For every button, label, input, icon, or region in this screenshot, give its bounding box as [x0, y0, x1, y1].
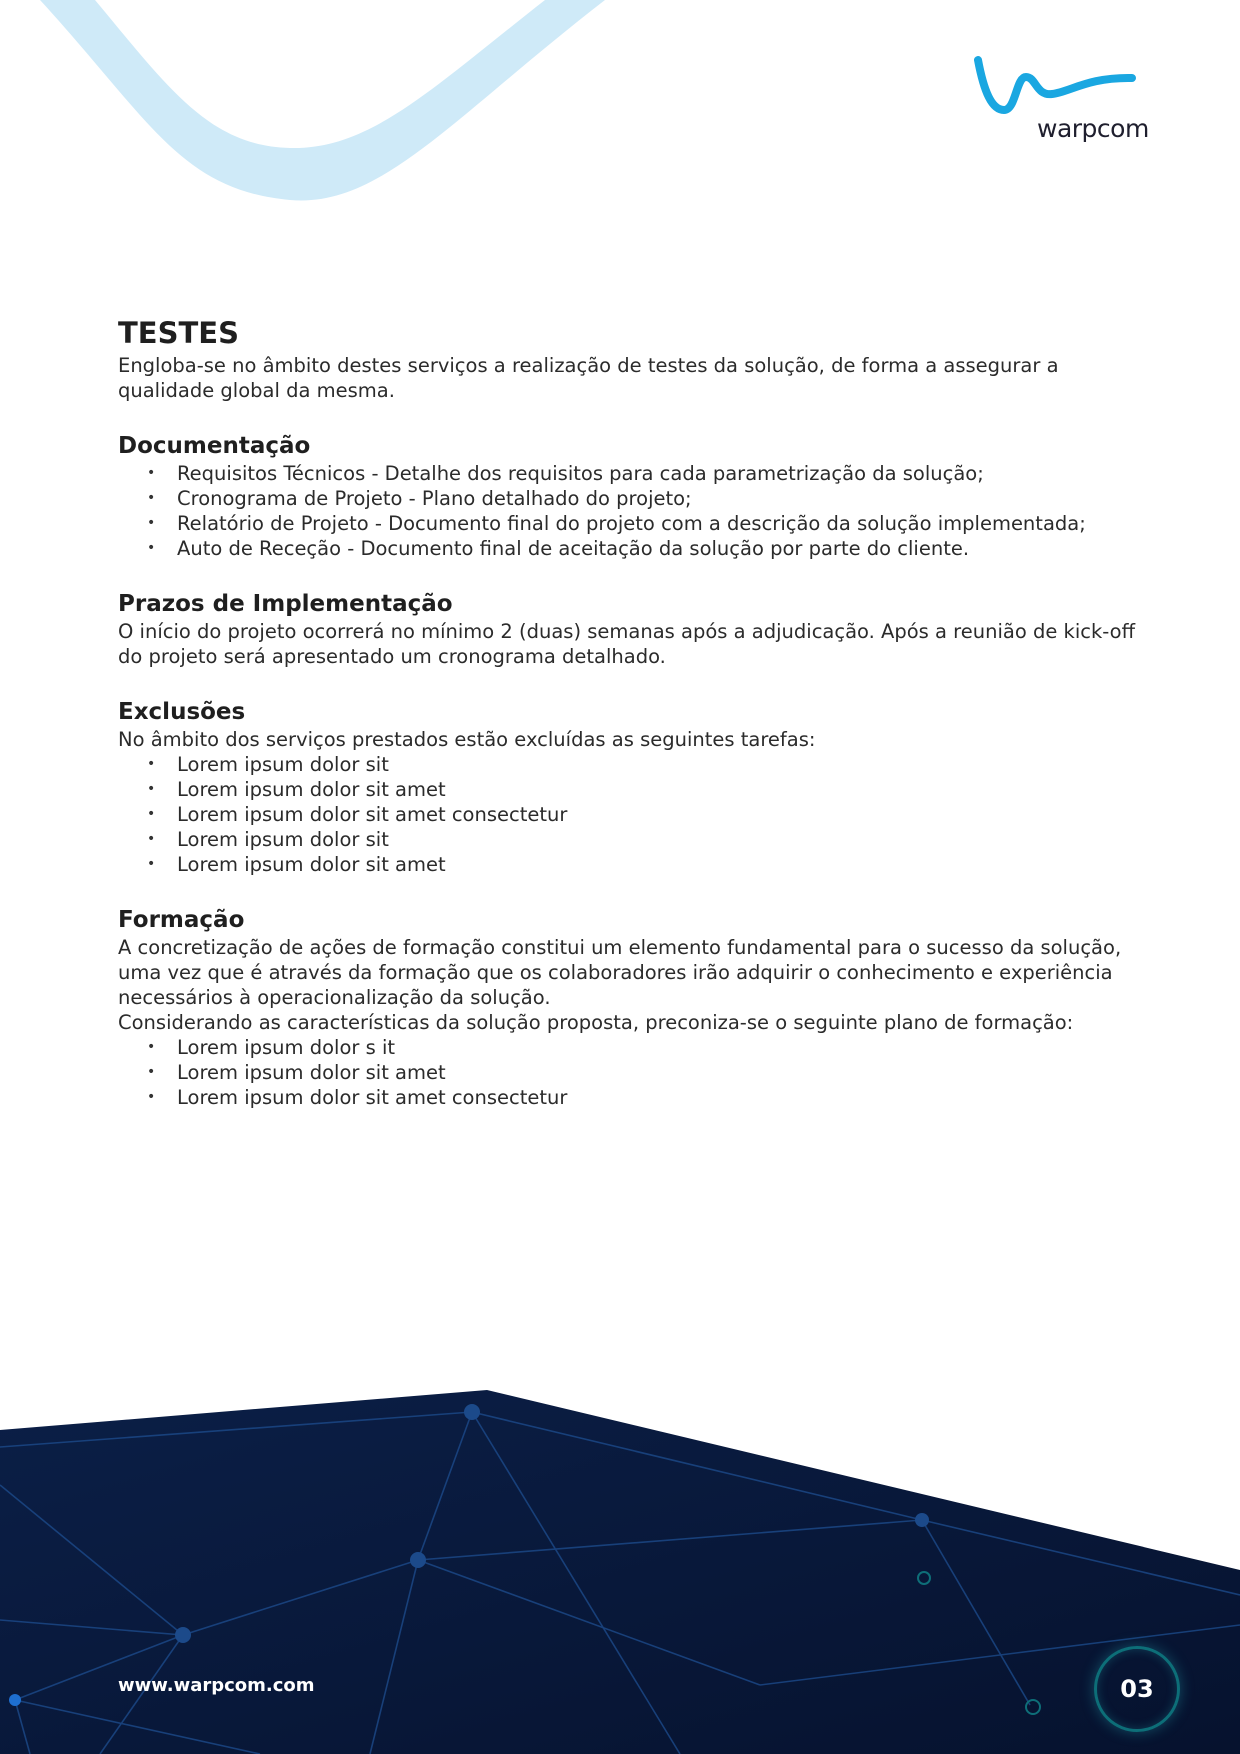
exclusoes-heading: Exclusões [118, 699, 246, 725]
formacao-list [118, 1035, 1148, 1110]
testes-text: Engloba-se no âmbito destes serviços a realização de testes da solução, de forma a assegurar a qualidade global da mesma. [118, 354, 1059, 402]
prazos-heading: Prazos de Implementação [118, 591, 453, 617]
list-item: • Lorem ipsum dolor sit amet [118, 1060, 1148, 1085]
list-item: • Cronograma de Projeto - Plano detalhado do projeto; [118, 486, 1148, 511]
formacao-section [118, 905, 1148, 1110]
list-item: • Relatório de Projeto - Documento final do projeto com a descrição da solução implementada; [118, 511, 1148, 536]
list-item: • Lorem ipsum dolor sit amet consectetur [118, 1085, 1148, 1110]
list-item: • Requisitos Técnicos - Detalhe dos requisitos para cada parametrização da solução; [118, 461, 1148, 486]
documentacao-heading: Documentação [118, 433, 311, 459]
list-item: • Lorem ipsum dolor sit amet [118, 777, 1148, 802]
page-number-badge: 03 [1094, 1646, 1180, 1732]
prazos-section [118, 589, 1148, 669]
header-wave-decoration [0, 0, 640, 210]
footer-network-decoration [0, 1385, 1240, 1754]
formacao-heading: Formação [118, 907, 245, 933]
formacao-text-plan: Considerando as características da solução proposta, preconiza-se o seguinte plano de formação: [118, 1011, 1074, 1034]
list-item: • Auto de Receção - Documento final de aceitação da solução por parte do cliente. [118, 536, 1148, 561]
document-body [118, 313, 1148, 1110]
list-item: • Lorem ipsum dolor s it [118, 1035, 1148, 1060]
exclusoes-intro: No âmbito dos serviços prestados estão excluídas as seguintes tarefas: [118, 728, 816, 751]
logo-wordmark: warpcom [1037, 114, 1149, 143]
documentacao-list [118, 461, 1148, 561]
exclusoes-section [118, 697, 1148, 877]
documentacao-section [118, 431, 1148, 561]
prazos-text: O início do projeto ocorrerá no mínimo 2 (duas) semanas após a adjudicação. Após a reunião de kick-off do projeto será apresentado um cronograma detalhado. [118, 620, 1136, 668]
website-link[interactable]: www.warpcom.com [118, 1675, 315, 1696]
list-item: • Lorem ipsum dolor sit amet [118, 852, 1148, 877]
testes-heading: TESTES [118, 316, 239, 350]
list-item: • Lorem ipsum dolor sit [118, 827, 1148, 852]
list-item: • Lorem ipsum dolor sit amet consectetur [118, 802, 1148, 827]
formacao-text: A concretização de ações de formação constitui um elemento fundamental para o sucesso da solução, uma vez que é através da formação que os colaboradores irão adquirir o conhecimento e experiência necessários à operacionalização da solução. [118, 936, 1122, 1009]
list-item: • Lorem ipsum dolor sit [118, 752, 1148, 777]
exclusoes-list [118, 752, 1148, 877]
